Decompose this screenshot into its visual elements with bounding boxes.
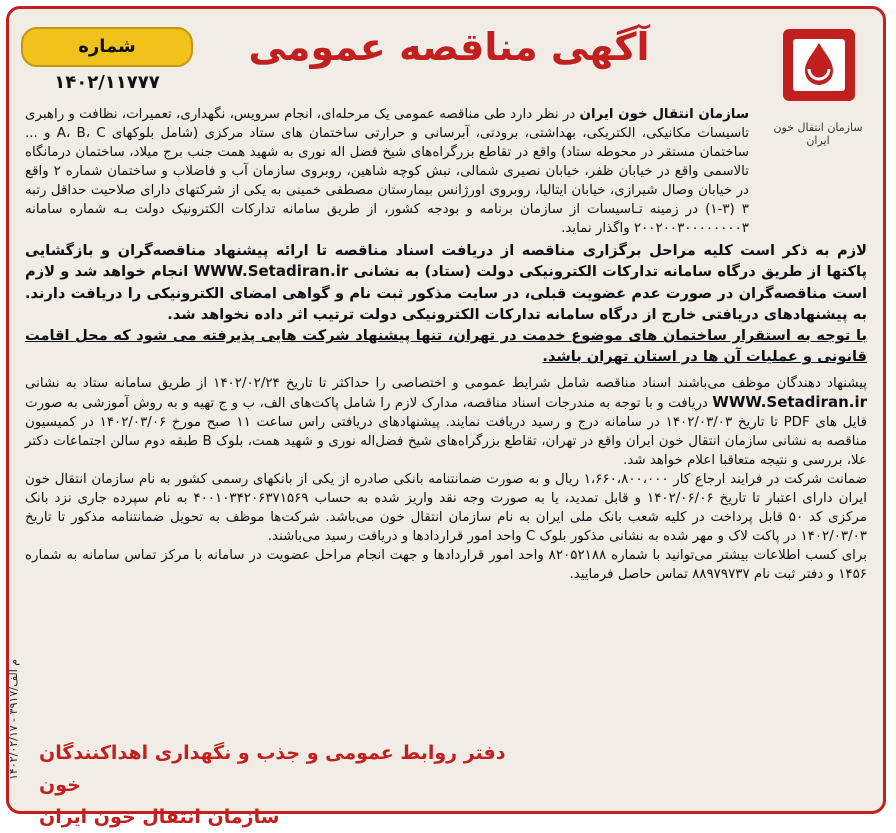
paragraph-tehran-condition: با توجه به استقرار ساختمان های موضوع خدمت در تهران، تنها پیشنهاد شرکت هایی پذیرفته می شود که محل اقامت قانونی و عملیات آن ها در استان تهران باشد. xyxy=(25,327,867,366)
organization-name: سازمان انتقال خون ایران xyxy=(579,107,750,122)
title-band xyxy=(209,21,689,85)
deadlines-text-b: دریافت و با توجه به مندرجات اسناد مناقصه، مدارک لازم را شامل پاکت‌های الف، ب و ج تهیه و به روش آموزشی به صورت فایل های PDF تا تاریخ ۱۴۰۲/۰۳/۰۳ در سامانه درج و رسید دریافت نمایند. پیشنهادهای دریافتی راس ساعت ۱۱ صبح مورخ ۱۴۰۲/۰۳/۰۶ در کمیسیون مناقصه به نشانی سازمان انتقال خون ایران واقع در تهران، تقاطع بزرگراه‌های شیخ فضل‌اله نوری و شهید همت، بلوک B طبقه دوم سالن اجتماعات دکتر علا، بررسی و نتیجه متعاقبا اعلام خواهد شد. xyxy=(25,395,867,468)
paragraph-contact: برای کسب اطلاعات بیشتر می‌توانید با شماره ۸۲۰۵۲۱۸۸ واحد امور قراردادها و جهت انجام مراحل عضویت در سامانه با مرکز تماس سامانه به شماره ۱۴۵۶ و دفتر ثبت نام ۸۸۹۷۹۷۳۷ تماس حاصل فرمایید. xyxy=(25,547,868,582)
paragraph-deadlines xyxy=(25,374,867,470)
signature-organization: سازمان انتقال خون ایران xyxy=(39,806,280,828)
portal-notice-text-a: لازم به ذکر است کلیه مراحل برگزاری مناقصه از دریافت اسناد مناقصه تا ارائه پیشنهاد مناقصه‌گران و بازگشایی پاکتها از طریق درگاه سامانه تدارکات الکترونیکی دولت (ستاد) به نشانی xyxy=(25,242,867,281)
paragraph-portal-notice xyxy=(25,240,867,325)
announcement-number-badge: شماره ۱۴۰۲/۱۱۷۷۷ xyxy=(21,27,193,67)
paragraph-tender-scope xyxy=(25,105,867,238)
deadlines-text-a: پیشنهاد دهندگان موظف می‌باشند اسناد مناقصه شامل شرایط عمومی و اختصاصی را حداکثر تا تاریخ ۱۴۰۲/۰۲/۲۴ از طریق سامانه ستاد به نشانی xyxy=(25,375,867,391)
tender-announcement xyxy=(6,6,886,828)
paragraph-guarantee: ضمانت شرکت در فرایند ارجاع کار ۱،۶۶۰،۸۰۰،۰۰۰ ریال و به صورت ضمانتنامه بانکی صادره از یکی از بانکهای رسمی کشور به نام سازمان انتقال خون ایران دارای اعتبار تا تاریخ ۱۴۰۲/۰۶/۰۶ و قابل تمدید، یا به صورت وجه نقد واریز شده به حساب ۴۰۰۱۰۳۴۲۰۶۳۷۱۵۶۹ به نام سپرده جاری نزد بانک مرکزی کد ۵۰ قابل پرداخت در کلیه شعب بانک ملی ایران به نام سازمان انتقال خون می‌باشد. شرکت‌ها موظف به تحویل ضمانتنامه مذکور تا تاریخ ۱۴۰۲/۰۳/۰۳ در پاکت لاک و مهر شده به نشانی مذکور بلوک C واحد امور قراردادها و دریافت رسید می‌باشند. xyxy=(25,471,868,544)
signature-office: دفتر روابط عمومی و جذب و نگهداری اهداکنندگان خون xyxy=(39,742,506,796)
announcement-body xyxy=(25,105,867,584)
blood-drop-emblem-icon xyxy=(779,25,859,105)
side-reference-code: م الف/۳۹۱۷ - ۱۴۰۲/۰۲/۱۷ xyxy=(7,658,20,780)
tender-scope-text: در نظر دارد طی مناقصه عمومی یک مرحله‌ای، انجام سرویس، نگهداری، تعمیرات، نظافت و راهبری تاسیسات مکانیکی، الکتریکی، بهداشتی، برودتی، آبرسانی و حرارتی ساختمان های ستاد مرکزی (شامل بلوکهای A، B، C و ... ساختمان مستقر در محوطه ستاد) واقع در تقاطع بزرگراه‌های شیخ فضل اله نوری به شهید همت جنب برج میلاد، ساختمان درمانگاه تالاسمی واقع در خیابان ظفر، خیابان نصیری شمالی، نبش کوچه شاهین، روبروی سازمان آب و فاضلاب و ساختمان شماره ۲ واقع در خیابان وصال شیرازی، خیابان ایتالیا، روبروی اورژانس بیمارستان مصطفی خمینی به یکی از شرکتهای دارای صلاحیت حداقل رتبه ۳ (۳-۱) در زمینه تـاسیسات از سازمان برنامه و بودجه کشور، از طریق سامانه تدارکات الکترونیک دولت بـه شماره سامانه ۲۰۰۲۰۰۳۰۰۰۰۰۰۰۰۳ واگذار نماید. xyxy=(25,107,750,236)
portal-notice-text-b: انجام خواهد شد و لازم است مناقصه‌گران در صورت عدم عضویت قبلی، در سایت مذکور ثبت نام و گواهی امضای الکترونیکی را دریافت دارند. به پیشنهادهای دریافتی خارج از درگاه سامانه تدارکات الکترونیکی دولت ترتیب اثر داده نخواهد شد. xyxy=(25,263,867,323)
setadiran-link[interactable]: WWW.Setadiran.ir xyxy=(193,262,349,281)
signature-block xyxy=(39,737,539,833)
setadiran-link-2[interactable]: WWW.Setadiran.ir xyxy=(712,392,867,411)
announcement-title: آگهی مناقصه عمومی xyxy=(248,25,650,69)
logo-caption: سازمان انتقال خون ایران xyxy=(773,121,863,147)
